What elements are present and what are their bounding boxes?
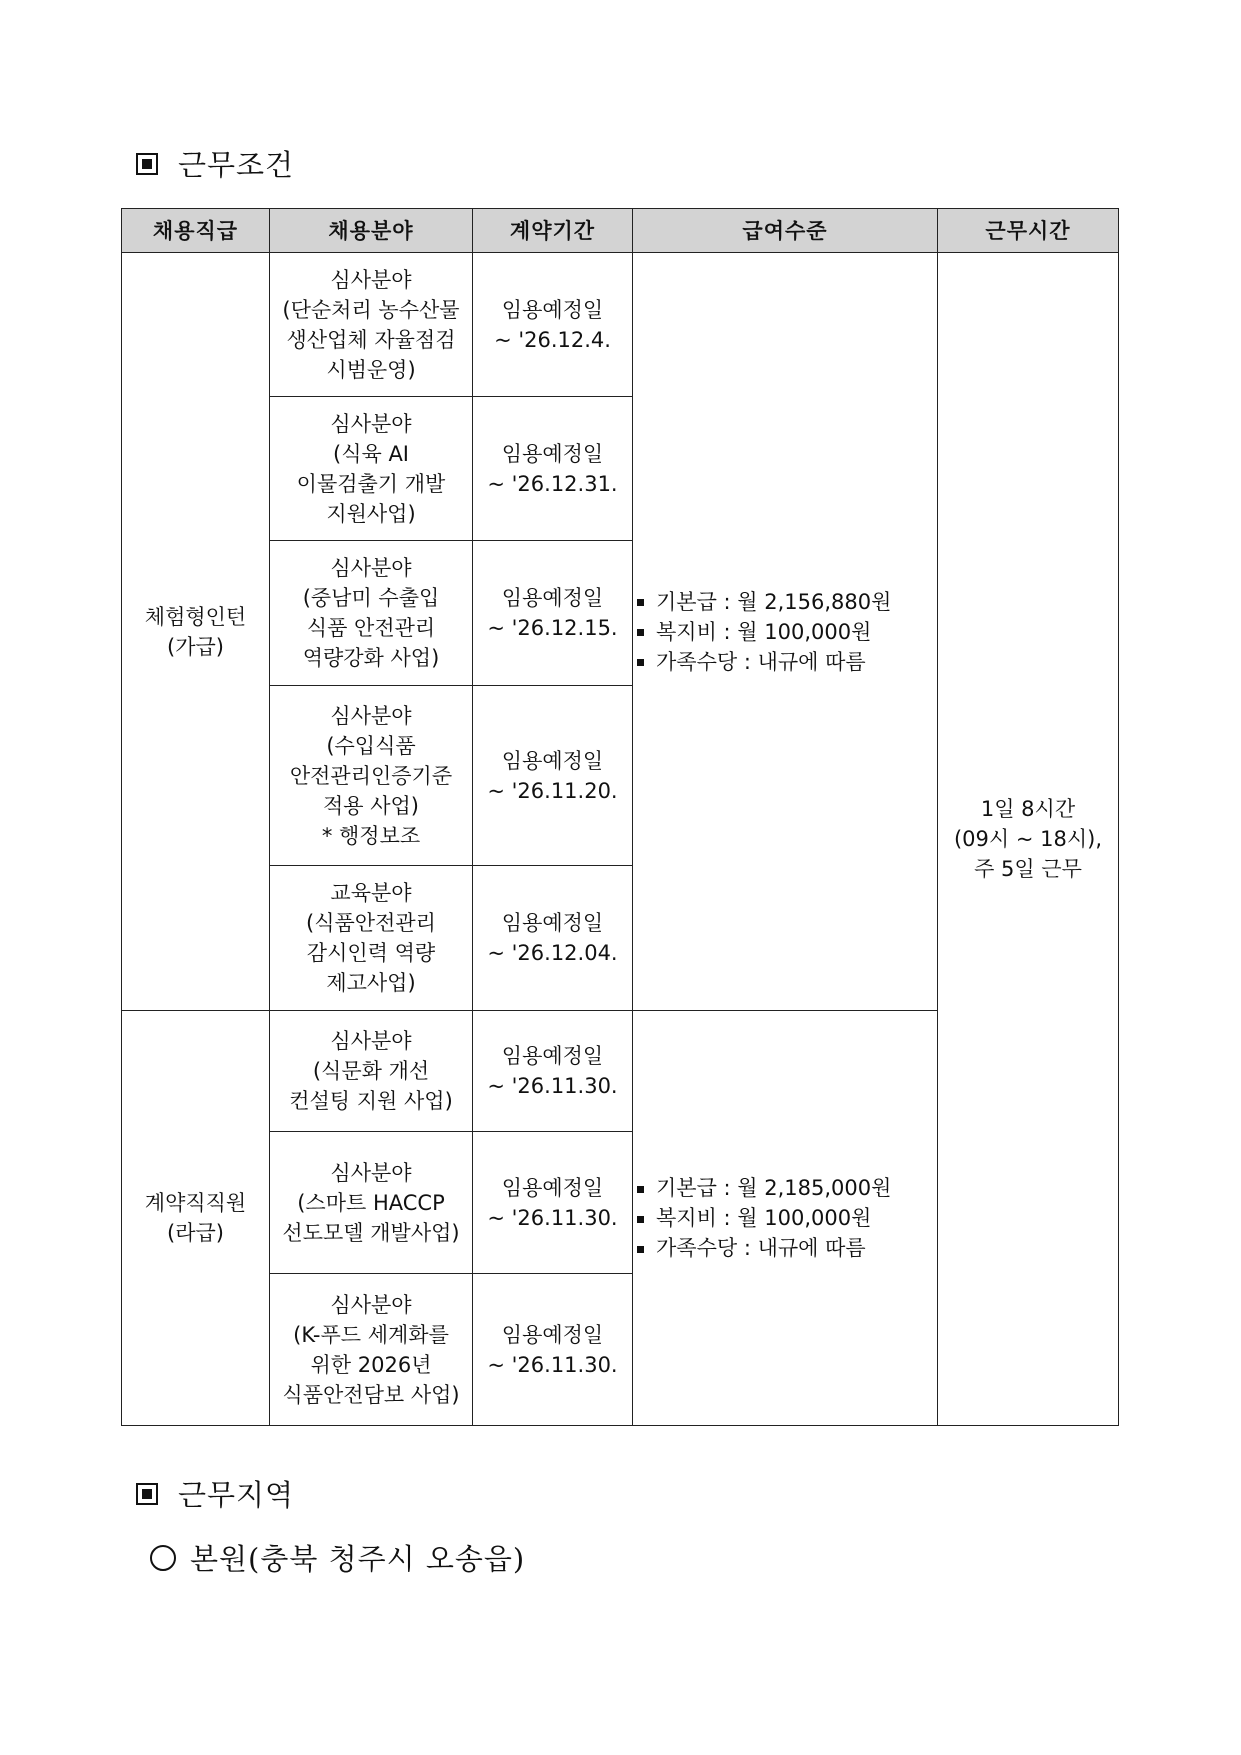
header-field: 채용분야 — [270, 209, 473, 253]
rank-cell-contract: 계약직직원 (라급) — [122, 1011, 270, 1426]
work-location-heading — [136, 1473, 294, 1514]
small-square-bullet-icon — [637, 599, 644, 606]
work-conditions-heading — [136, 143, 294, 184]
field-cell: 심사분야 (식육 AI 이물검출기 개발 지원사업) — [270, 397, 473, 541]
field-cell: 교육분야 (식품안전관리 감시인력 역량 제고사업) — [270, 866, 473, 1011]
work-hours-cell: 1일 8시간 (09시 ~ 18시), 주 5일 근무 — [938, 253, 1119, 1426]
salary-item: 기본급 : 월 2,156,880원 — [637, 587, 933, 617]
salary-cell-intern — [633, 253, 938, 1011]
salary-item: 가족수당 : 내규에 따름 — [637, 1233, 933, 1263]
small-square-bullet-icon — [637, 1186, 644, 1193]
field-cell: 심사분야 (K-푸드 세계화를 위한 2026년 식품안전담보 사업) — [270, 1274, 473, 1426]
rank-cell-intern: 체험형인턴 (가급) — [122, 253, 270, 1011]
small-square-bullet-icon — [637, 629, 644, 636]
salary-item: 복지비 : 월 100,000원 — [637, 1203, 933, 1233]
salary-item: 복지비 : 월 100,000원 — [637, 617, 933, 647]
period-cell: 임용예정일 ~ '26.11.20. — [473, 686, 633, 866]
small-square-bullet-icon — [637, 659, 644, 666]
period-cell: 임용예정일 ~ '26.12.15. — [473, 541, 633, 686]
work-conditions-table — [121, 208, 1119, 1426]
period-cell: 임용예정일 ~ '26.12.04. — [473, 866, 633, 1011]
field-cell: 심사분야 (식문화 개선 컨설팅 지원 사업) — [270, 1011, 473, 1132]
header-period: 계약기간 — [473, 209, 633, 253]
work-location-title: 근무지역 — [178, 1478, 295, 1512]
work-conditions-title: 근무조건 — [178, 148, 295, 182]
salary-cell-contract — [633, 1011, 938, 1426]
small-square-bullet-icon — [637, 1246, 644, 1253]
field-cell: 심사분야 (단순처리 농수산물 생산업체 자율점검 시범운영) — [270, 253, 473, 397]
field-cell: 심사분야 (수입식품 안전관리인증기준 적용 사업) * 행정보조 — [270, 686, 473, 866]
header-rank: 채용직급 — [122, 209, 270, 253]
period-cell: 임용예정일 ~ '26.12.4. — [473, 253, 633, 397]
circle-bullet-icon — [150, 1545, 176, 1571]
table-header-row — [122, 209, 1119, 253]
period-cell: 임용예정일 ~ '26.11.30. — [473, 1132, 633, 1274]
location-item — [150, 1537, 525, 1578]
header-hours: 근무시간 — [938, 209, 1119, 253]
period-cell: 임용예정일 ~ '26.12.31. — [473, 397, 633, 541]
filled-square-icon — [136, 153, 158, 175]
period-cell: 임용예정일 ~ '26.11.30. — [473, 1011, 633, 1132]
filled-square-icon — [136, 1483, 158, 1505]
header-salary: 급여수준 — [633, 209, 938, 253]
small-square-bullet-icon — [637, 1216, 644, 1223]
table-row — [122, 253, 1119, 397]
field-cell: 심사분야 (중남미 수출입 식품 안전관리 역량강화 사업) — [270, 541, 473, 686]
period-cell: 임용예정일 ~ '26.11.30. — [473, 1274, 633, 1426]
location-text: 본원(충북 청주시 오송읍) — [190, 1542, 526, 1576]
salary-item: 기본급 : 월 2,185,000원 — [637, 1173, 933, 1203]
field-cell: 심사분야 (스마트 HACCP 선도모델 개발사업) — [270, 1132, 473, 1274]
salary-item: 가족수당 : 내규에 따름 — [637, 647, 933, 677]
